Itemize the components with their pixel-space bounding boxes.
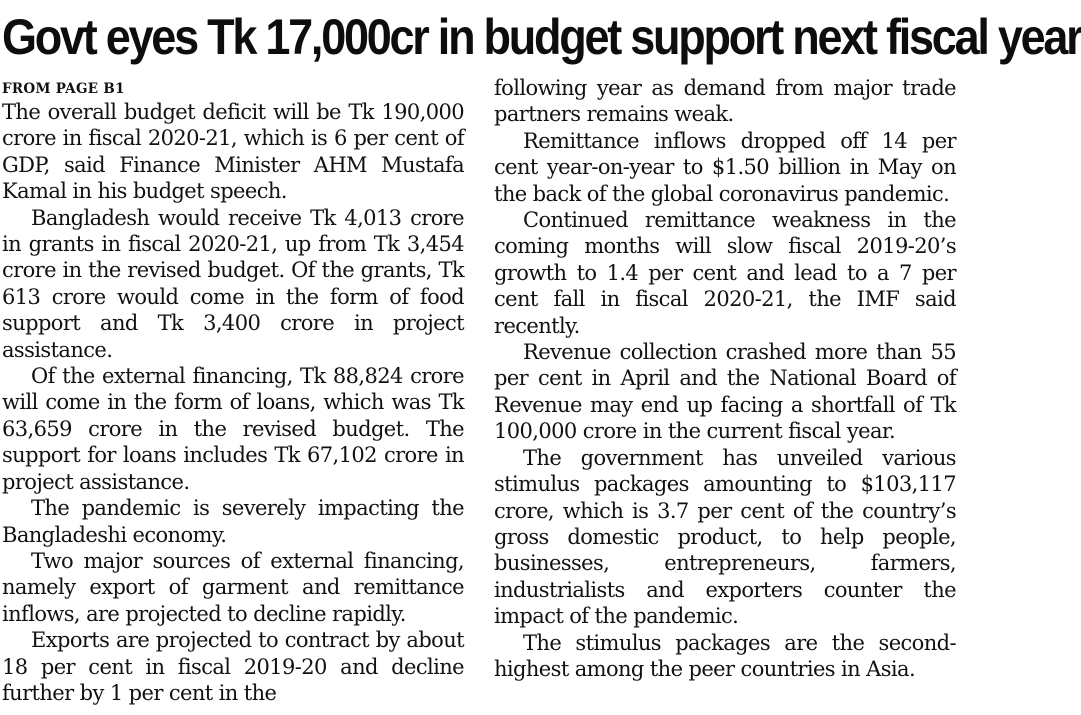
- paragraph: Continued remittance weakness in the coming months will slow fiscal 2019-20’s growth to 1.4 per cent and lead to a 7 per cent fall in fiscal 2020-21, the IMF said recently.: [494, 208, 956, 338]
- article-column-right: [494, 75, 956, 682]
- paragraph: The stimulus packages are the second-highest among the peer countries in Asia.: [494, 630, 956, 681]
- paragraph: The pandemic is severely impacting the Bangladeshi economy.: [2, 496, 464, 547]
- paragraph: Remittance inflows dropped off 14 per cent year-on-year to $1.50 billion in May on the back of the global coronavirus pandemic.: [494, 128, 956, 206]
- paragraph: The government has unveiled various stimulus packages amounting to $103,117 crore, which is 3.7 per cent of the country’s gross domestic product, to help people, businesses, entrepreneurs, farmers, industrialists and exporters counter the impact of the pandemic.: [494, 445, 956, 629]
- paragraph: Exports are projected to contract by about 18 per cent in fiscal 2019-20 and decline further by 1 per cent in the: [2, 628, 464, 705]
- paragraph-continued: following year as demand from major trade partners remains weak.: [494, 76, 956, 127]
- paragraph: Bangladesh would receive Tk 4,013 crore in grants in fiscal 2020-21, up from Tk 3,454 crore in the revised budget. Of the grants, Tk 613 crore would come in the form of food support and Tk 3,400 crore in project assistance.: [2, 205, 464, 362]
- headline: Govt eyes Tk 17,000cr in budget support next fiscal year: [2, 9, 1081, 65]
- paragraph: Of the external financing, Tk 88,824 crore will come in the form of loans, which was Tk 63,659 crore in the revised budget. The support for loans includes Tk 67,102 crore in project assistance.: [2, 364, 464, 494]
- article-column-left: [2, 79, 464, 706]
- paragraph: Two major sources of external financing, namely export of garment and remittance inflows, are projected to decline rapidly.: [2, 548, 464, 626]
- continuation-kicker: FROM PAGE B1: [2, 81, 125, 97]
- paragraph: The overall budget deficit will be Tk 190,000 crore in fiscal 2020-21, which is 6 per cent of GDP, said Finance Minister AHM Mustafa Kamal in his budget speech.: [2, 100, 464, 204]
- paragraph: Revenue collection crashed more than 55 per cent in April and the National Board of Revenue may end up facing a shortfall of Tk 100,000 crore in the current fiscal year.: [494, 340, 956, 444]
